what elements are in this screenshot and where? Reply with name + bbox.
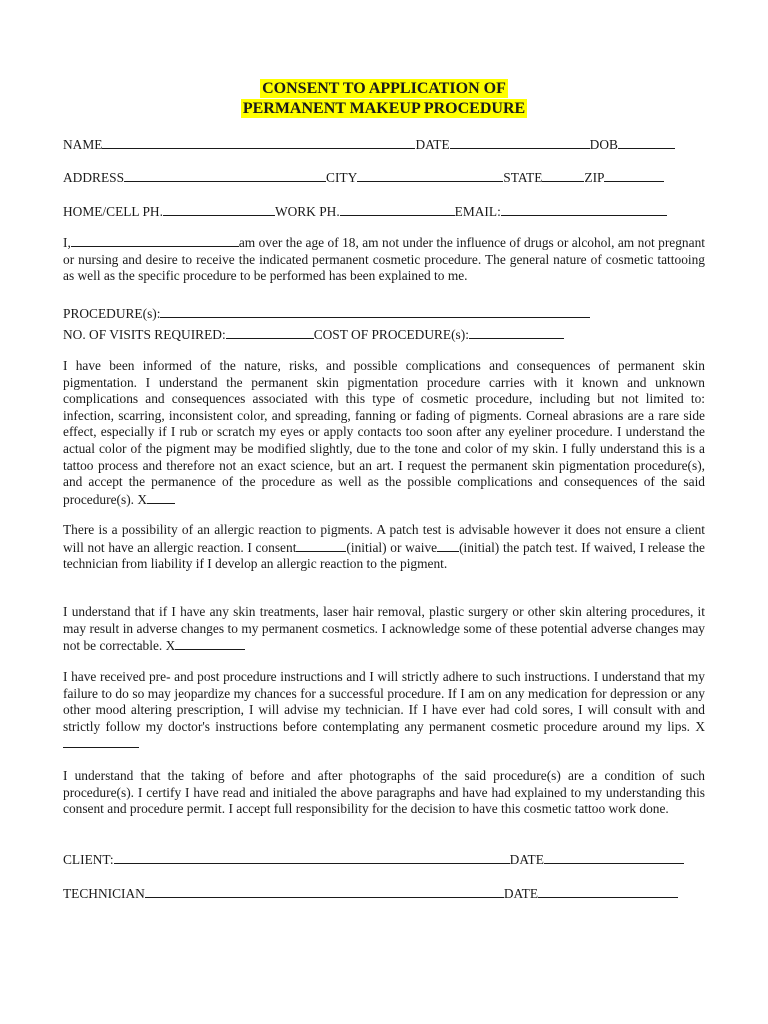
email-label: EMAIL:: [454, 204, 501, 219]
procedures-field[interactable]: [160, 305, 590, 318]
date-field[interactable]: [450, 136, 590, 149]
allergy-text-c: (initial) the patch test. If waived, I release the technician from liability if I develop an allergic reaction to the pigment.: [63, 539, 705, 572]
photographs-paragraph: [63, 768, 705, 818]
technician-date-label: DATE: [503, 886, 539, 901]
name-row: [63, 136, 675, 153]
skin-treatments-initial-field[interactable]: [175, 637, 245, 650]
intro-prefix: I,: [63, 235, 71, 250]
cost-label: COST OF PROCEDURE(s):: [313, 327, 469, 342]
risks-paragraph: [63, 358, 705, 508]
technician-signature-field[interactable]: [145, 885, 504, 898]
home-cell-label: HOME/CELL PH.: [63, 204, 163, 219]
email-field[interactable]: [501, 203, 667, 216]
city-field[interactable]: [357, 169, 503, 182]
cost-field[interactable]: [469, 326, 564, 339]
instructions-text: I have received pre- and post procedure instructions and I will strictly adhere to such instructions. I understand that my failure to do so may jeopardize my chances for a successful procedure. If I am on any medication for depression or any other mood altering prescription, I will advise my technician. If I have ever had cold sores, I will consult with and strictly follow my doctor's instructions before contemplating any permanent cosmetic procedure around my lips. X: [63, 669, 705, 734]
city-label: CITY: [326, 170, 358, 185]
client-date-label: DATE: [509, 852, 544, 867]
visits-field[interactable]: [226, 326, 314, 339]
skin-treatments-text: I understand that if I have any skin treatments, laser hair removal, plastic surgery or other skin altering procedures, it may result in adverse changes to my permanent cosmetics. I acknowledge some of these potential adverse changes may not be correctable. X: [63, 604, 705, 654]
name-label: NAME: [63, 137, 103, 152]
client-name-inline-field[interactable]: [71, 234, 239, 247]
intro-paragraph: [63, 234, 705, 285]
form-title: [0, 79, 768, 119]
client-signature-field[interactable]: [114, 851, 510, 864]
client-label: CLIENT:: [63, 852, 114, 867]
visits-label: NO. OF VISITS REQUIRED:: [63, 327, 226, 342]
client-date-field[interactable]: [544, 851, 684, 864]
allergy-paragraph: [63, 522, 705, 573]
photographs-text: I understand that the taking of before and after photographs of the said procedure(s) are a condition of such procedure(s). I certify I have read and initialed the above paragraphs and have had explained to my understanding this consent and procedure permit. I accept full responsibility for the decision to have this cosmetic tattoo work done.: [63, 768, 705, 817]
dob-field[interactable]: [618, 136, 675, 149]
address-label: ADDRESS: [63, 170, 125, 185]
title-line-2: PERMANENT MAKEUP PROCEDURE: [242, 100, 526, 117]
technician-label: TECHNICIAN: [63, 886, 145, 901]
date-label: DATE: [415, 137, 450, 152]
state-field[interactable]: [542, 169, 584, 182]
procedures-label: PROCEDURE(s):: [63, 306, 161, 321]
skin-treatments-paragraph: [63, 604, 705, 655]
allergy-text-a: There is a possibility of an allergic reaction to pigments. A patch test is advisable however it does not ensure a client will not have an allergic reaction. I consent: [63, 522, 705, 555]
client-signature-row: [63, 851, 684, 868]
visits-cost-row: [63, 326, 564, 343]
zip-label: ZIP: [584, 170, 605, 185]
title-line-1: CONSENT TO APPLICATION OF: [262, 80, 506, 97]
work-ph-field[interactable]: [340, 203, 455, 216]
phone-row: [63, 203, 667, 220]
procedures-row: [63, 305, 590, 322]
home-cell-field[interactable]: [163, 203, 275, 216]
intro-text: am over the age of 18, am not under the influence of drugs or alcohol, am not pregnant or nursing and desire to receive the indicated permanent cosmetic procedure. The general nature of cosmetic tattooing as well as the specific procedure to be performed has been explained to me.: [63, 235, 705, 284]
state-label: STATE: [503, 170, 543, 185]
name-field[interactable]: [102, 136, 415, 149]
instructions-initial-field[interactable]: [63, 735, 139, 748]
risks-text: I have been informed of the nature, risks, and possible complications and consequences of permanent skin pigmentation. I understand the permanent skin pigmentation procedure carries with it known and unknown complications and consequences associated with this type of cosmetic procedure, including but not limited to: infection, scarring, inconsistent color, and spreading, fanning or fading of pigments. Corneal abrasions are a rare side effect, especially if I rub or scratch my eyes or apply contacts too soon after any eyeliner procedure. I understand the actual color of the pigment may be modified slightly, due to the tone and color of my skin. I fully understand this is a tattoo process and therefore not an exact science, but an art. I request the permanent skin pigmentation procedure(s), and accept the permanence of the procedure as well as the possible complications and consequences of the said procedure(s). X: [63, 358, 705, 507]
instructions-paragraph: [63, 669, 705, 753]
address-row: [63, 169, 664, 186]
address-field[interactable]: [124, 169, 326, 182]
risks-initial-field[interactable]: [147, 491, 175, 504]
technician-signature-row: [63, 885, 678, 902]
technician-date-field[interactable]: [538, 885, 678, 898]
allergy-text-b: (initial) or waive: [346, 539, 438, 555]
work-ph-label: WORK PH.: [274, 204, 340, 219]
zip-field[interactable]: [604, 169, 664, 182]
dob-label: DOB: [589, 137, 618, 152]
consent-initial-field[interactable]: [296, 539, 346, 552]
waive-initial-field[interactable]: [437, 539, 459, 552]
